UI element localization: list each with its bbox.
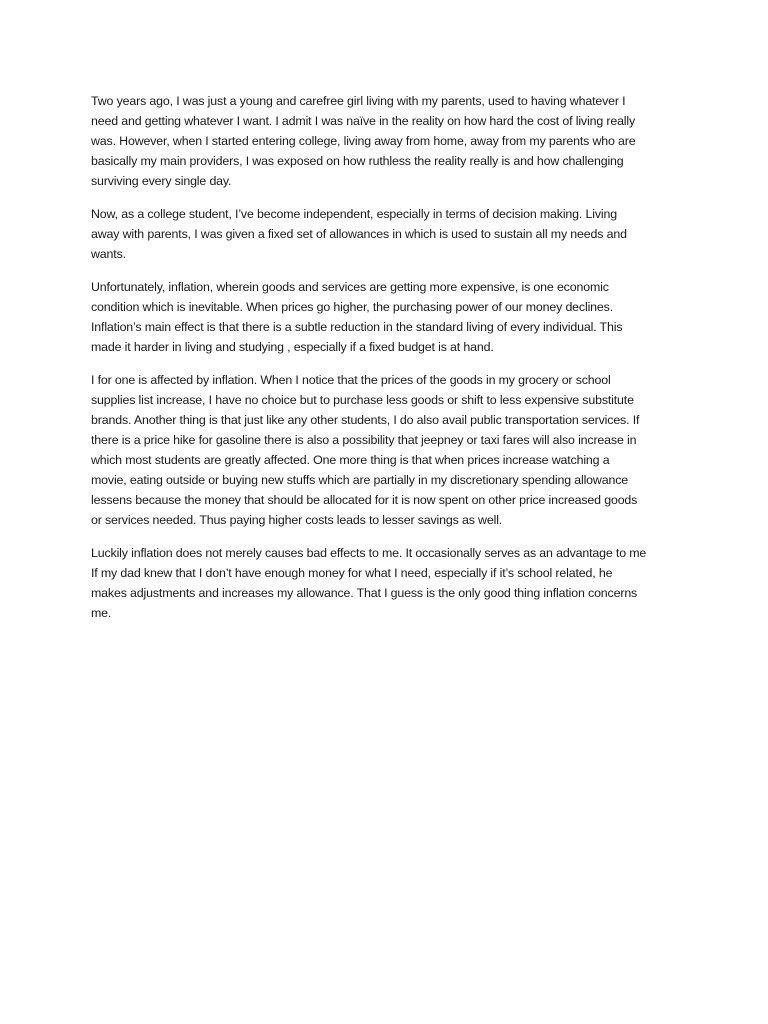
paragraph-4: I for one is affected by inflation. When I notice that the prices of the goods in my grocery or school supplies list increase, I have no choice but to purchase less goods or shift to less expensive substitute brands. Another thing is that just like any other students, I do also avail public transportation services. If there is a price hike for gasoline there is also a possibility that jeepney or taxi fares will also increase in which most students are greatly affected. One more thing is that when prices increase watching a movie, eating outside or buying new stuffs which are partially in my discretionary spending allowance lessens because the money that should be allocated for it is now spent on other price increased goods or services needed. Thus paying higher costs leads to lesser savings as well.: [91, 373, 640, 527]
paragraph-2: Now, as a college student, I’ve become independent, especially in terms of decision making. Living away with parents, I was given a fixed set of allowances in which is used to sustain all my needs and wants.: [91, 207, 627, 261]
paragraph-1: Two years ago, I was just a young and carefree girl living with my parents, used to having whatever I need and getting whatever I want. I admit I was naïve in the reality on how hard the cost of living really was. However, when I started entering college, living away from home, away from my parents who are basically my main providers, I was exposed on how ruthless the reality really is and how challenging surviving every single day.: [91, 94, 636, 188]
paragraph-5: Luckily inflation does not merely causes bad effects to me. It occasionally serves as an advantage to me If my dad knew that I don’t have enough money for what I need, especially if it’s school related, he makes adjustments and increases my allowance. That I guess is the only good thing inflation concerns me.: [91, 546, 647, 620]
paragraph-3: Unfortunately, inflation, wherein goods and services are getting more expensive, is one economic condition which is inevitable. When prices go higher, the purchasing power of our money declines. Inflation’s main effect is that there is a subtle reduction in the standard living of every individual. This made it harder in living and studying , especially if a fixed budget is at hand.: [91, 280, 623, 354]
document-body: [91, 91, 689, 636]
